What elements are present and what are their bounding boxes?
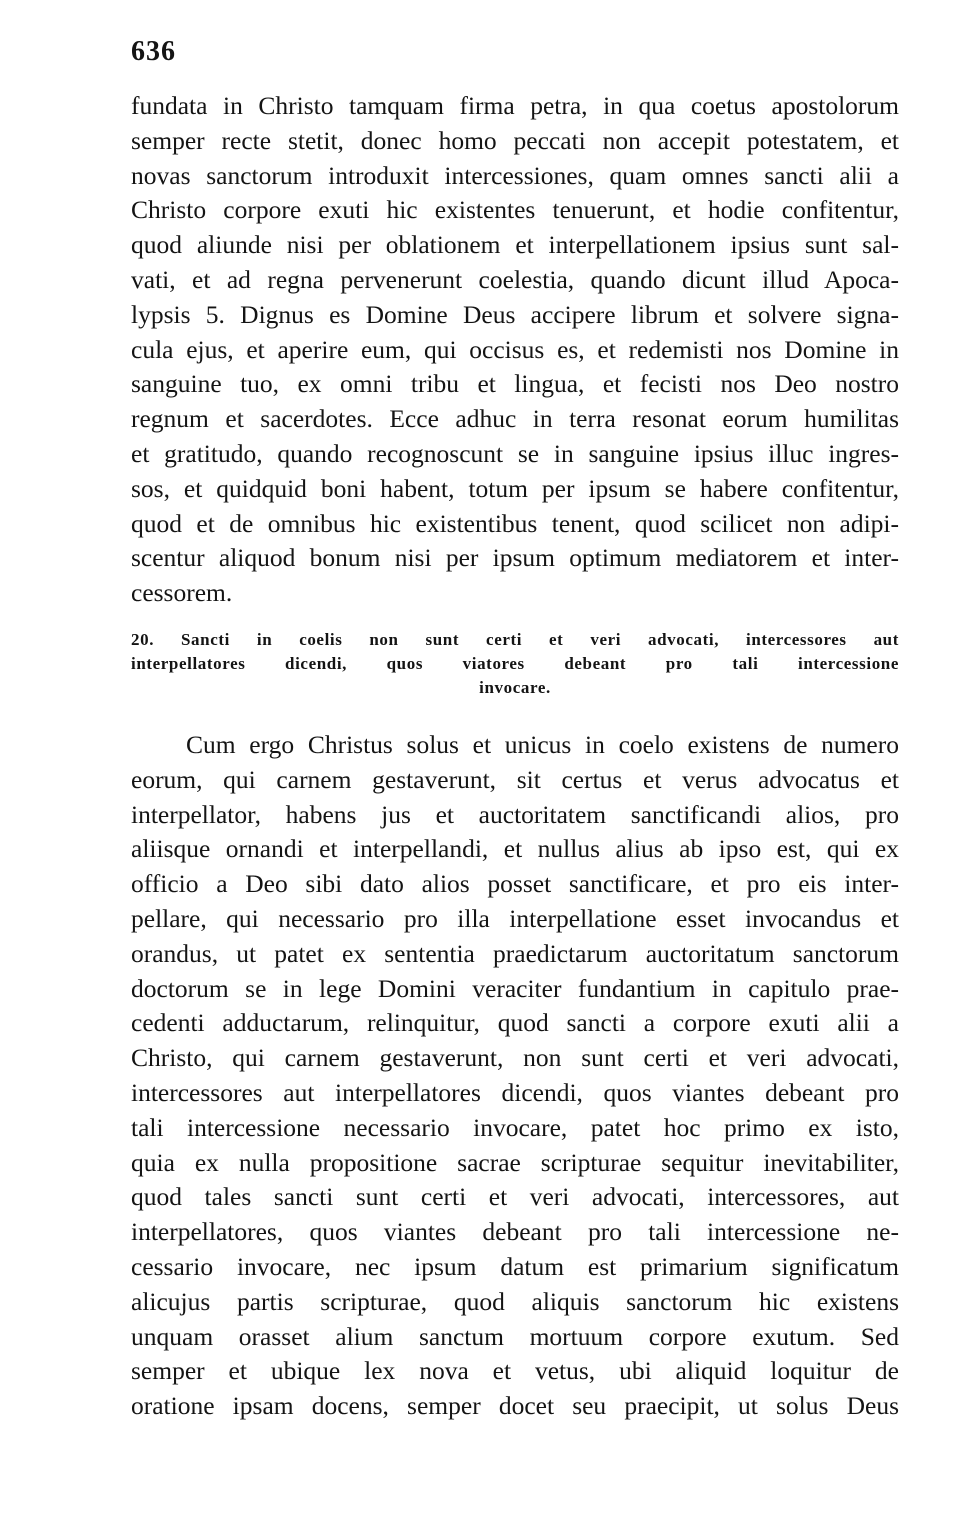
text-line: officio a Deo sibi dato alios posset sanctificare, et pro eis inter- [131,869,899,899]
text-line: oratione ipsam docens, semper docet seu praecipit, ut solus Deus [131,1391,899,1421]
text-line: doctorum se in lege Domini veraciter fundantium in capitulo prae- [131,973,899,1003]
text-line: novas sanctorum introduxit intercessiones, quam omnes sancti alii a [131,160,899,190]
text-line: cula ejus, et aperire eum, qui occisus es, et redemisti nos Domine in [131,334,899,364]
text-line: Cum ergo Christus solus et unicus in coelo existens de numero [186,730,899,759]
text-line: intercessores aut interpellatores dicendi, quos viantes debeant pro [131,1077,899,1107]
text-line: sos, et quidquid boni habent, totum per ipsum se habere confitentur, [131,473,899,503]
paragraph-2 [131,728,899,1424]
text-line: fundata in Christo tamquam firma petra, in qua coetus apostolorum [131,91,899,120]
text-line: cedenti adductarum, relinquitur, quod sancti a corpore exuti alii a [131,1008,899,1038]
text-line: sanguine tuo, ex omni tribu et lingua, et fecisti nos Deo nostro [131,369,899,399]
text-line: quod tales sancti sunt certi et veri advocati, intercessores, aut [131,1182,899,1212]
text-line: pellare, qui necessario pro illa interpellatione esset invocandus et [131,903,899,933]
text-line: tali intercessione necessario invocare, patet hoc primo ex isto, [131,1112,899,1142]
section-heading [131,628,899,700]
text-line: cessario invocare, nec ipsum datum est primarium significatum [131,1251,899,1281]
paragraph-1 [131,89,899,611]
text-line: unquam orasset alium sanctum mortuum corpore exutum. Sed [131,1321,899,1351]
text-line: Christo corpore exuti hic existentes tenuerunt, et hodie confitentur, [131,195,899,225]
text-line: orandus, ut patet ex sententia praedictarum auctoritatum sanctorum [131,938,899,968]
text-line: Christo, qui carnem gestaverunt, non sunt certi et veri advocati, [131,1043,899,1073]
text-line: semper et ubique lex nova et vetus, ubi aliquid loquitur de [131,1356,899,1386]
text-line: et gratitudo, quando recognoscunt se in sanguine ipsius illuc ingres- [131,438,899,468]
text-line: semper recte stetit, donec homo peccati non accepit potestatem, et [131,125,899,155]
page-number: 636 [131,36,176,67]
text-line: aliisque ornandi et interpellandi, et nullus alius ab ipso est, qui ex [131,834,899,864]
heading-line: invocare. [479,678,551,697]
text-line: lypsis 5. Dignus es Domine Deus accipere librum et solvere signa- [131,299,899,329]
text-line: alicujus partis scripturae, quod aliquis sanctorum hic existens [131,1286,899,1316]
text-line: scentur aliquod bonum nisi per ipsum optimum mediatorem et inter- [131,543,899,573]
text-line: interpellatores, quos viantes debeant pro tali intercessione ne- [131,1217,899,1247]
text-line: quod aliunde nisi per oblationem et interpellationem ipsius sunt sal- [131,230,899,260]
heading-line: 20. Sancti in coelis non sunt certi et veri advocati, intercessores aut [131,630,899,649]
text-line: interpellator, habens jus et auctoritatem sanctificandi alios, pro [131,799,899,829]
text-line: vati, et ad regna pervenerunt coelestia, quando dicunt illud Apoca- [131,264,899,294]
text-line: regnum et sacerdotes. Ecce adhuc in terra resonat eorum humilitas [131,404,899,434]
text-line: eorum, qui carnem gestaverunt, sit certus et verus advocatus et [131,764,899,794]
text-line: quod et de omnibus hic existentibus tenent, quod scilicet non adipi- [131,508,899,538]
heading-line: interpellatores dicendi, quos viatores debeant pro tali intercessione [131,654,899,673]
text-line: quia ex nulla propositione sacrae scripturae sequitur inevitabiliter, [131,1147,899,1177]
text-line: cessorem. [131,578,233,608]
